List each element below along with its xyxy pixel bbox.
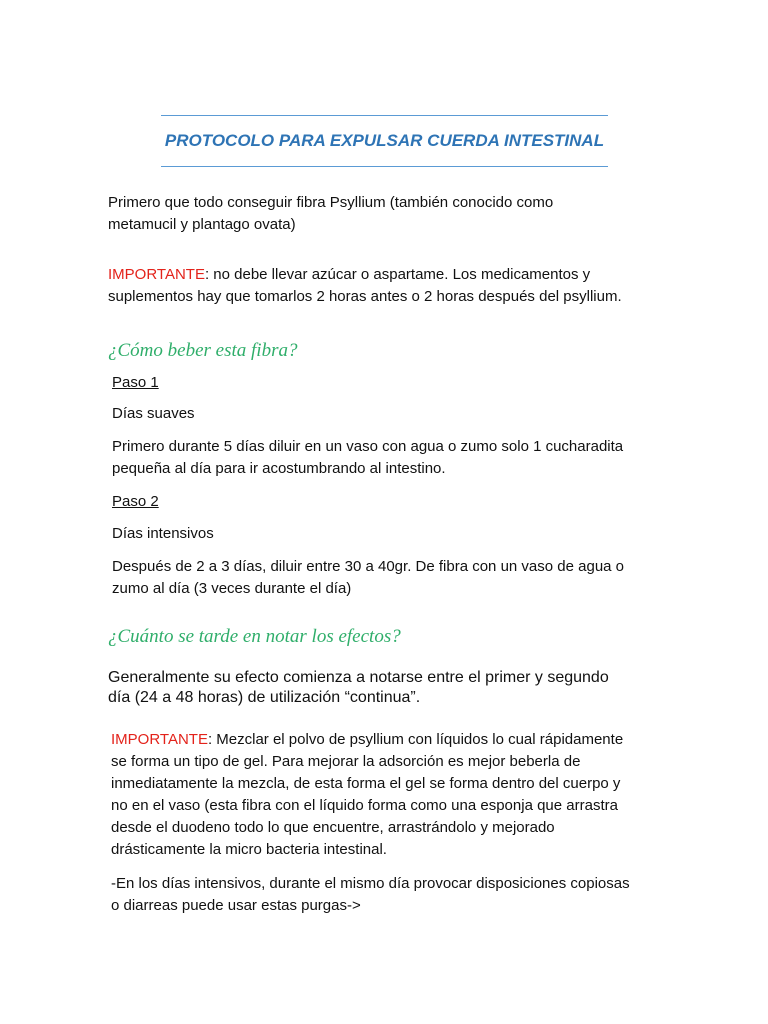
important-paragraph: [108, 264, 622, 308]
step2-line: zumo al día (3 veces durante el día): [112, 580, 352, 597]
important2-text: : Mezclar el polvo de psyllium con líquidos lo cual rápidamente: [207, 731, 624, 748]
effect-line: día (24 a 48 horas) de utilización “continua”.: [108, 689, 421, 706]
step2-paragraph: [112, 556, 624, 600]
step2-line: Después de 2 a 3 días, diluir entre 30 a 40gr. De fibra con un vaso de agua o: [112, 558, 625, 575]
section-heading-how-to-drink: ¿Cómo beber esta fibra?: [108, 340, 298, 361]
title-rule-top: [161, 115, 608, 116]
important-label: IMPORTANTE: [108, 266, 205, 283]
step2-label: Paso 2: [112, 493, 159, 510]
document-title: PROTOCOLO PARA EXPULSAR CUERDA INTESTINAL: [164, 131, 605, 150]
step1-label: Paso 1: [112, 374, 159, 391]
important-line: [108, 264, 622, 286]
important-line: suplementos hay que tomarlos 2 horas antes o 2 horas después del psyllium.: [108, 288, 622, 305]
section-heading-effects: ¿Cuánto se tarde en notar los efectos?: [108, 626, 401, 647]
note-line: o diarreas puede usar estas purgas->: [111, 897, 361, 914]
important2-paragraph: [111, 729, 623, 861]
effect-line: Generalmente su efecto comienza a notarse entre el primer y segundo: [108, 669, 609, 686]
step1-subtitle: Días suaves: [112, 405, 195, 422]
step1-line: Primero durante 5 días diluir en un vaso con agua o zumo solo 1 cucharadita: [112, 438, 624, 455]
important2-line: inmediatamente la mezcla, de esta forma el gel se forma dentro del cuerpo y: [111, 775, 621, 792]
intro-line: Primero que todo conseguir fibra Psyllium (también conocido como: [108, 194, 554, 211]
step1-paragraph: [112, 436, 623, 480]
important2-line: no en el vaso (esta fibra con el líquido forma como una esponja que arrastra: [111, 797, 618, 814]
important2-line: drásticamente la micro bacteria intestinal.: [111, 841, 387, 858]
important2-line: [111, 729, 623, 751]
title-rule-bottom: [161, 166, 608, 167]
step2-subtitle: Días intensivos: [112, 525, 214, 542]
important2-label: IMPORTANTE: [111, 731, 208, 748]
note-paragraph: [111, 873, 630, 917]
effect-paragraph: [108, 668, 609, 708]
note-line: -En los días intensivos, durante el mismo día provocar disposiciones copiosas: [111, 875, 630, 892]
step1-line: pequeña al día para ir acostumbrando al intestino.: [112, 460, 446, 477]
important-text: : no debe llevar azúcar o aspartame. Los medicamentos y: [204, 266, 591, 283]
intro-paragraph: [108, 192, 553, 236]
intro-line: metamucil y plantago ovata): [108, 216, 296, 233]
important2-line: se forma un tipo de gel. Para mejorar la adsorción es mejor beberla de: [111, 753, 581, 770]
important2-line: desde el duodeno todo lo que encuentre, arrastrándolo y mejorado: [111, 819, 555, 836]
